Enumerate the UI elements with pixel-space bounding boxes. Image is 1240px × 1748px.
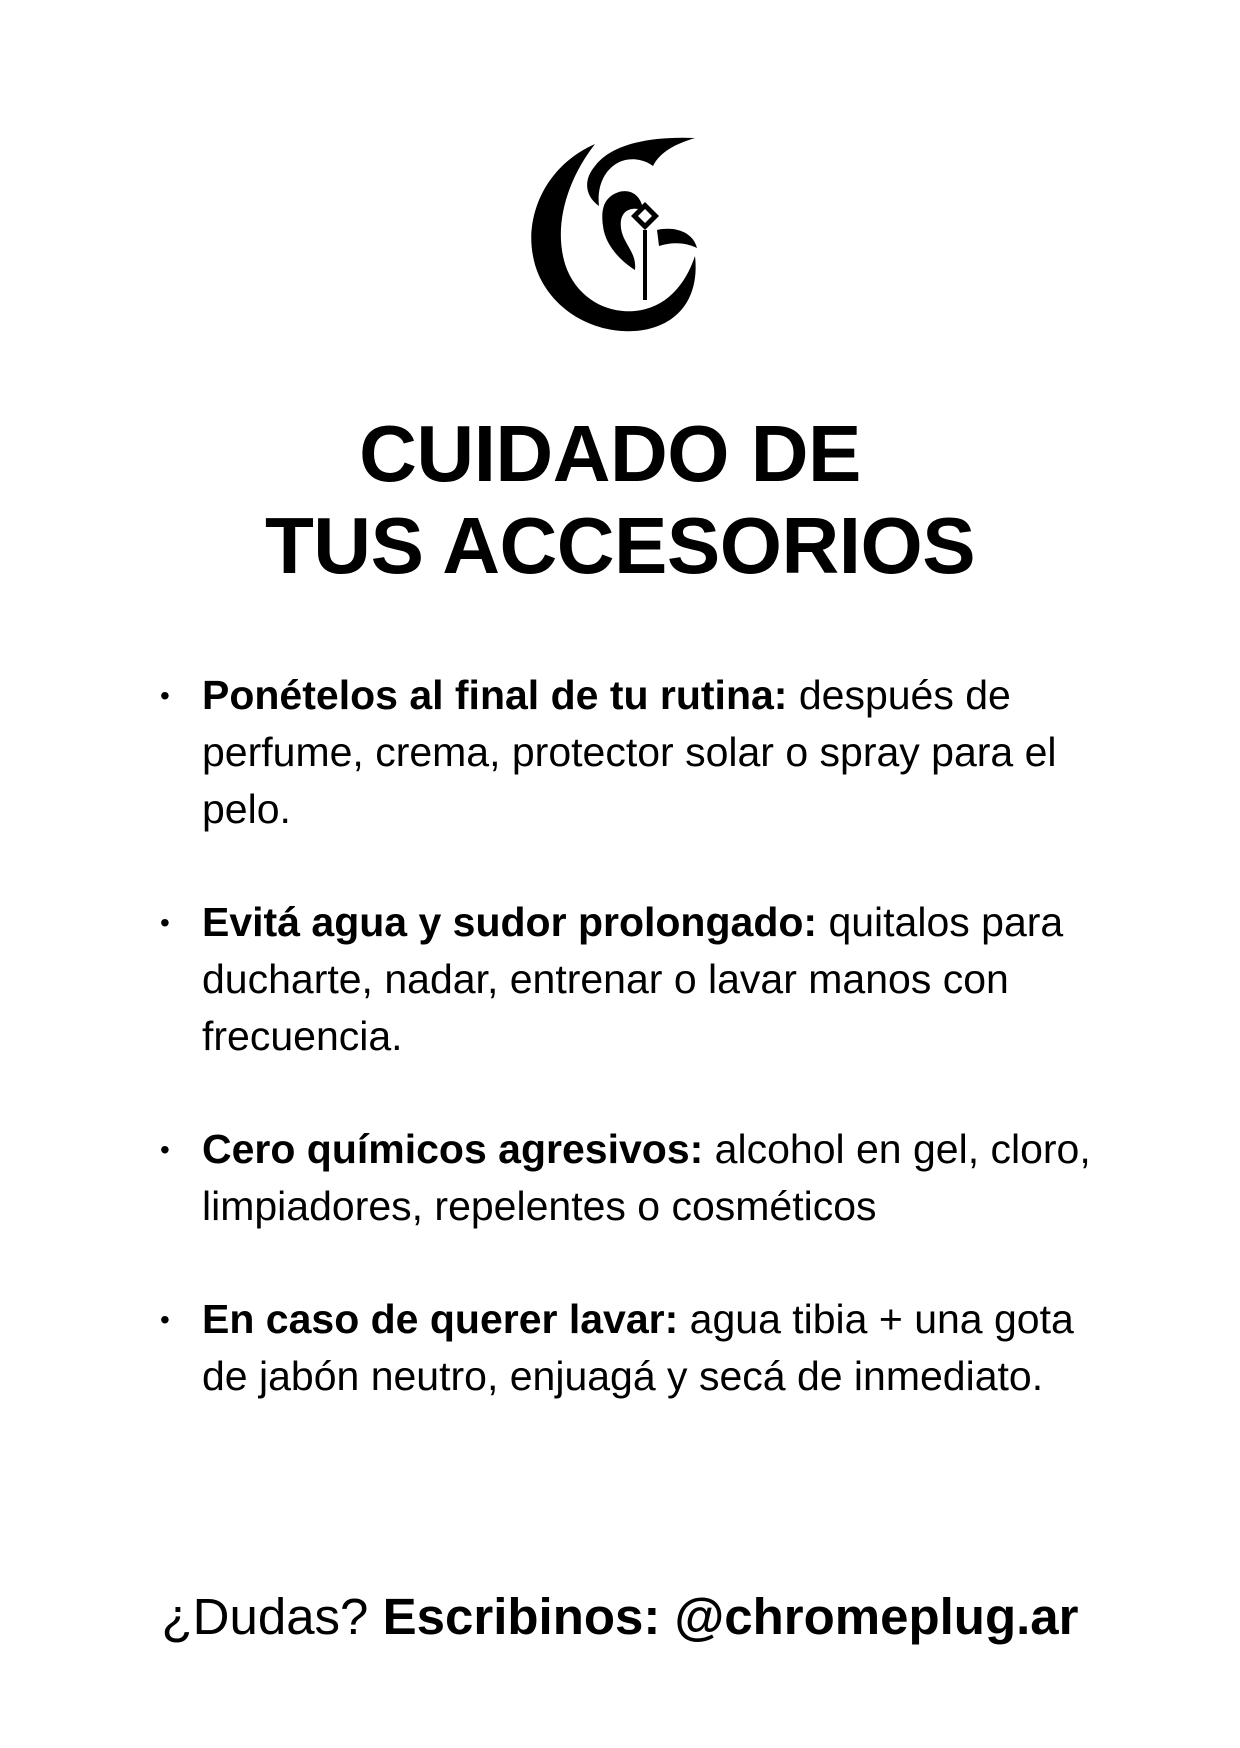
care-tip — [160, 667, 1120, 838]
care-tip-text: quitalos para ducharte, nadar, entrenar o lavar manos con frecuencia. — [202, 899, 1064, 1059]
care-tip-heading: Evitá agua y sudor prolongado: — [202, 899, 818, 945]
care-tip — [160, 894, 1120, 1065]
care-tip-heading: Cero químicos agresivos: — [202, 1126, 704, 1172]
care-tip-heading: En caso de querer lavar: — [202, 1296, 679, 1342]
footer-cta: Escribinos: — [382, 1588, 661, 1645]
bullet-icon: • — [160, 907, 170, 938]
care-tip-heading: Ponételos al final de tu rutina: — [202, 672, 788, 718]
bullet-icon: • — [160, 1304, 170, 1335]
care-tip-text: agua tibia + una gota de jabón neutro, enjuagá y secá de inmediato. — [202, 1296, 1074, 1399]
brand-logo-icon — [525, 136, 715, 336]
contact-footer — [0, 1587, 1240, 1647]
page-title-line-1: CUIDADO DE — [359, 409, 861, 498]
care-tip-text: después de perfume, crema, protector solar o spray para el pelo. — [202, 672, 1057, 832]
care-tips-list — [160, 667, 1120, 1461]
bullet-icon: • — [160, 680, 170, 711]
care-tip-text: alcohol en gel, cloro, limpiadores, repelentes o cosméticos — [202, 1126, 1091, 1229]
care-tip — [160, 1291, 1120, 1405]
page-title — [0, 408, 1240, 592]
page-title-line-2: TUS ACCESORIOS — [264, 501, 976, 590]
footer-question: ¿Dudas? — [161, 1588, 369, 1645]
instagram-handle: @chromeplug.ar — [674, 1588, 1079, 1645]
care-tip — [160, 1121, 1120, 1235]
bullet-icon: • — [160, 1134, 170, 1165]
